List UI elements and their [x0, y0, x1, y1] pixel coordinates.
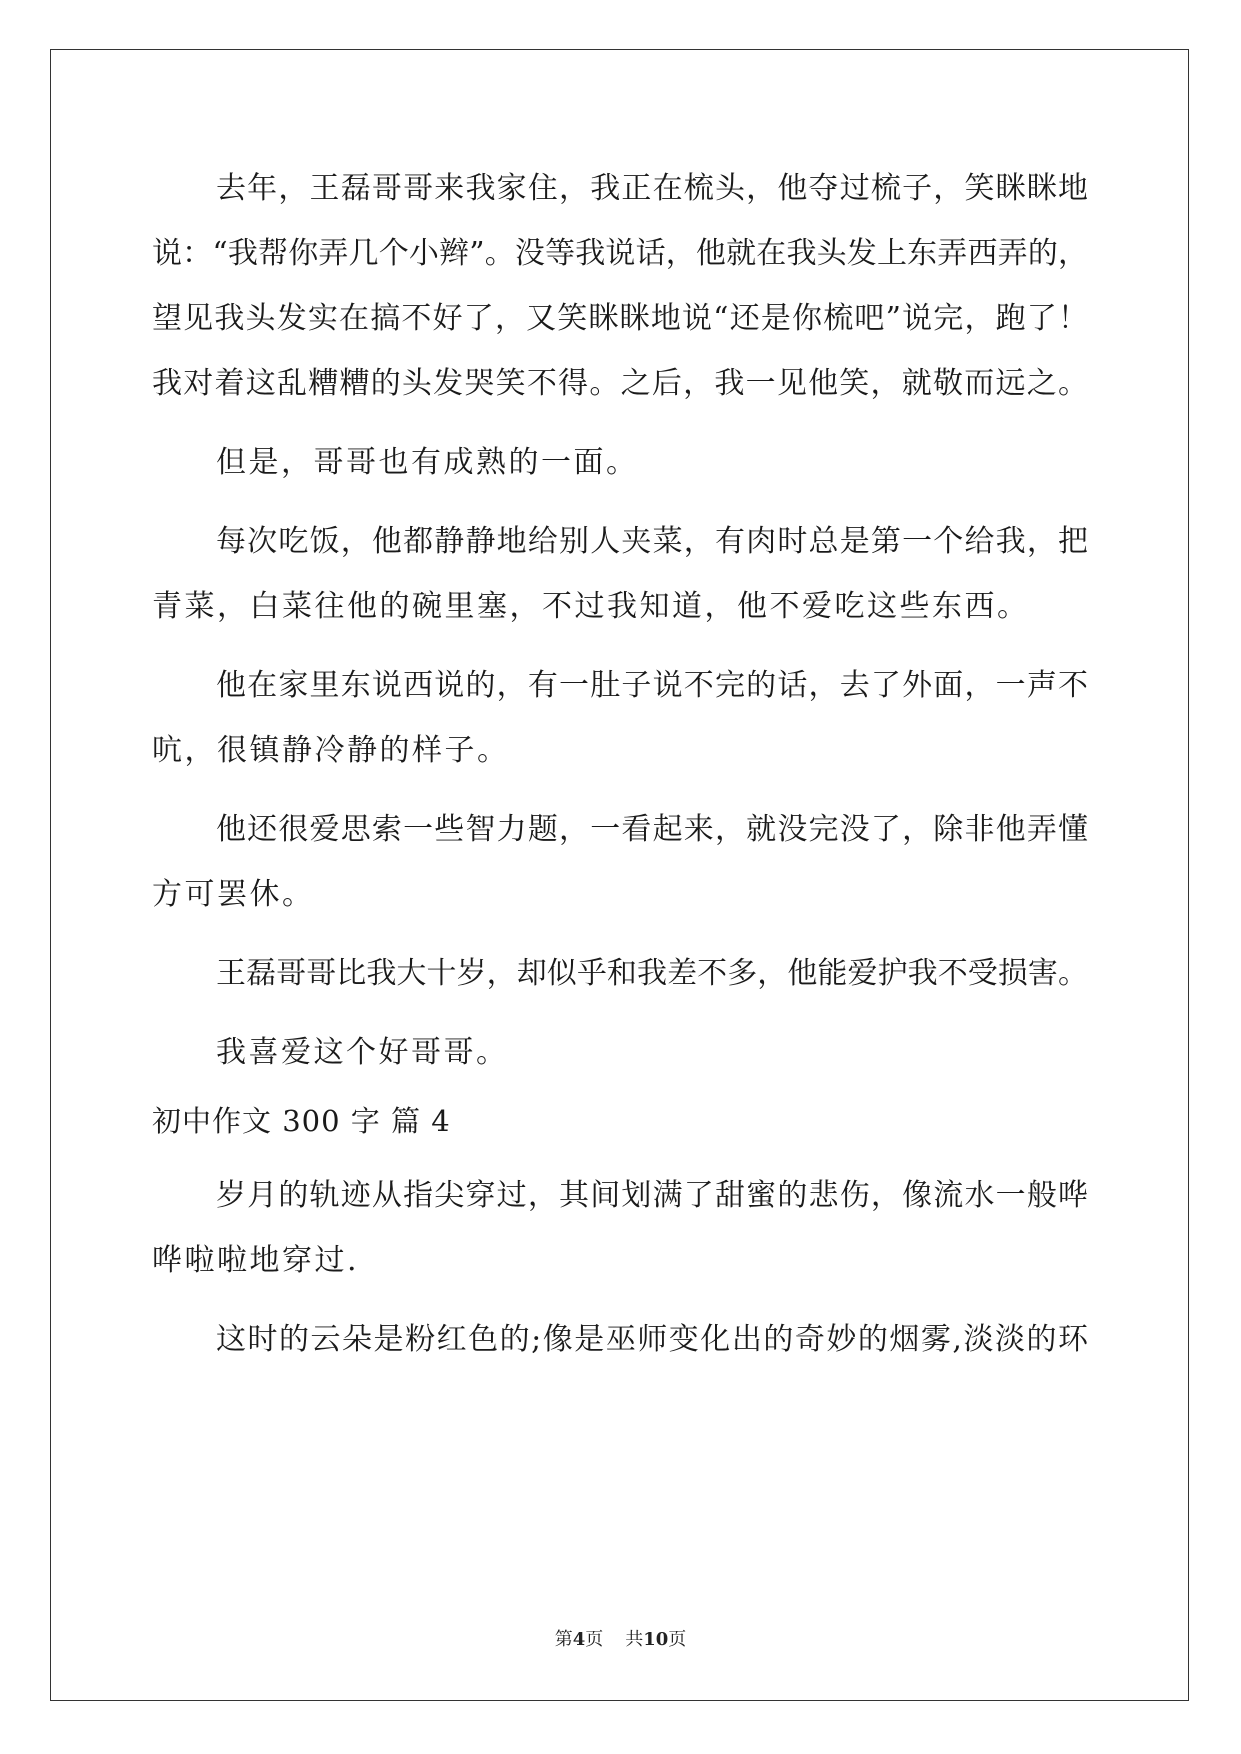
paragraph-line: 他在家里东说西说的，有一肚子说不完的话，去了外面，一声不 [216, 668, 1088, 703]
paragraph-line: 吭，很镇静冷静的样子。 [152, 733, 510, 768]
paragraph-line: 这时的云朵是粉红色的;像是巫师变化出的奇妙的烟雾,淡淡的环 [216, 1322, 1088, 1357]
page-footer [0, 1628, 1241, 1652]
paragraph-line: 望见我头发实在搞不好了，又笑眯眯地说“还是你梳吧”说完，跑了！ [152, 301, 1088, 336]
total-unit: 页 [668, 1629, 687, 1650]
paragraph-line: 说：“我帮你弄几个小辫”。没等我说话，他就在我头发上东弄西弄的， [152, 236, 1088, 271]
page-prefix: 第 [554, 1629, 573, 1650]
page-current: 4 [572, 1629, 586, 1650]
paragraph-line: 但是，哥哥也有成熟的一面。 [216, 445, 639, 480]
paragraph-line: 去年，王磊哥哥来我家住，我正在梳头，他夺过梳子，笑眯眯地 [216, 171, 1088, 206]
paragraph-line: 哗啦啦地穿过. [152, 1243, 360, 1278]
paragraph-line: 青菜，白菜往他的碗里塞，不过我知道，他不爱吃这些东西。 [152, 589, 1030, 624]
paragraph-line: 方可罢休。 [152, 877, 315, 912]
paragraph-line: 他还很爱思索一些智力题，一看起来，就没完没了，除非他弄懂 [216, 812, 1088, 847]
paragraph-line: 岁月的轨迹从指尖穿过，其间划满了甜蜜的悲伤，像流水一般哗 [216, 1178, 1088, 1213]
total-prefix: 共 [625, 1629, 644, 1650]
paragraph-line: 每次吃饭，他都静静地给别人夹菜，有肉时总是第一个给我，把 [216, 524, 1088, 559]
page-unit: 页 [585, 1629, 604, 1650]
paragraph-line: 王磊哥哥比我大十岁，却似乎和我差不多，他能爱护我不受损害。 [216, 956, 1088, 991]
page-total: 10 [643, 1629, 669, 1650]
paragraph-line: 我喜爱这个好哥哥。 [216, 1035, 509, 1070]
section-heading: 初中作文 300 字 篇 4 [152, 1104, 451, 1138]
paragraph-line: 我对着这乱糟糟的头发哭笑不得。之后，我一见他笑，就敬而远之。 [152, 366, 1088, 401]
